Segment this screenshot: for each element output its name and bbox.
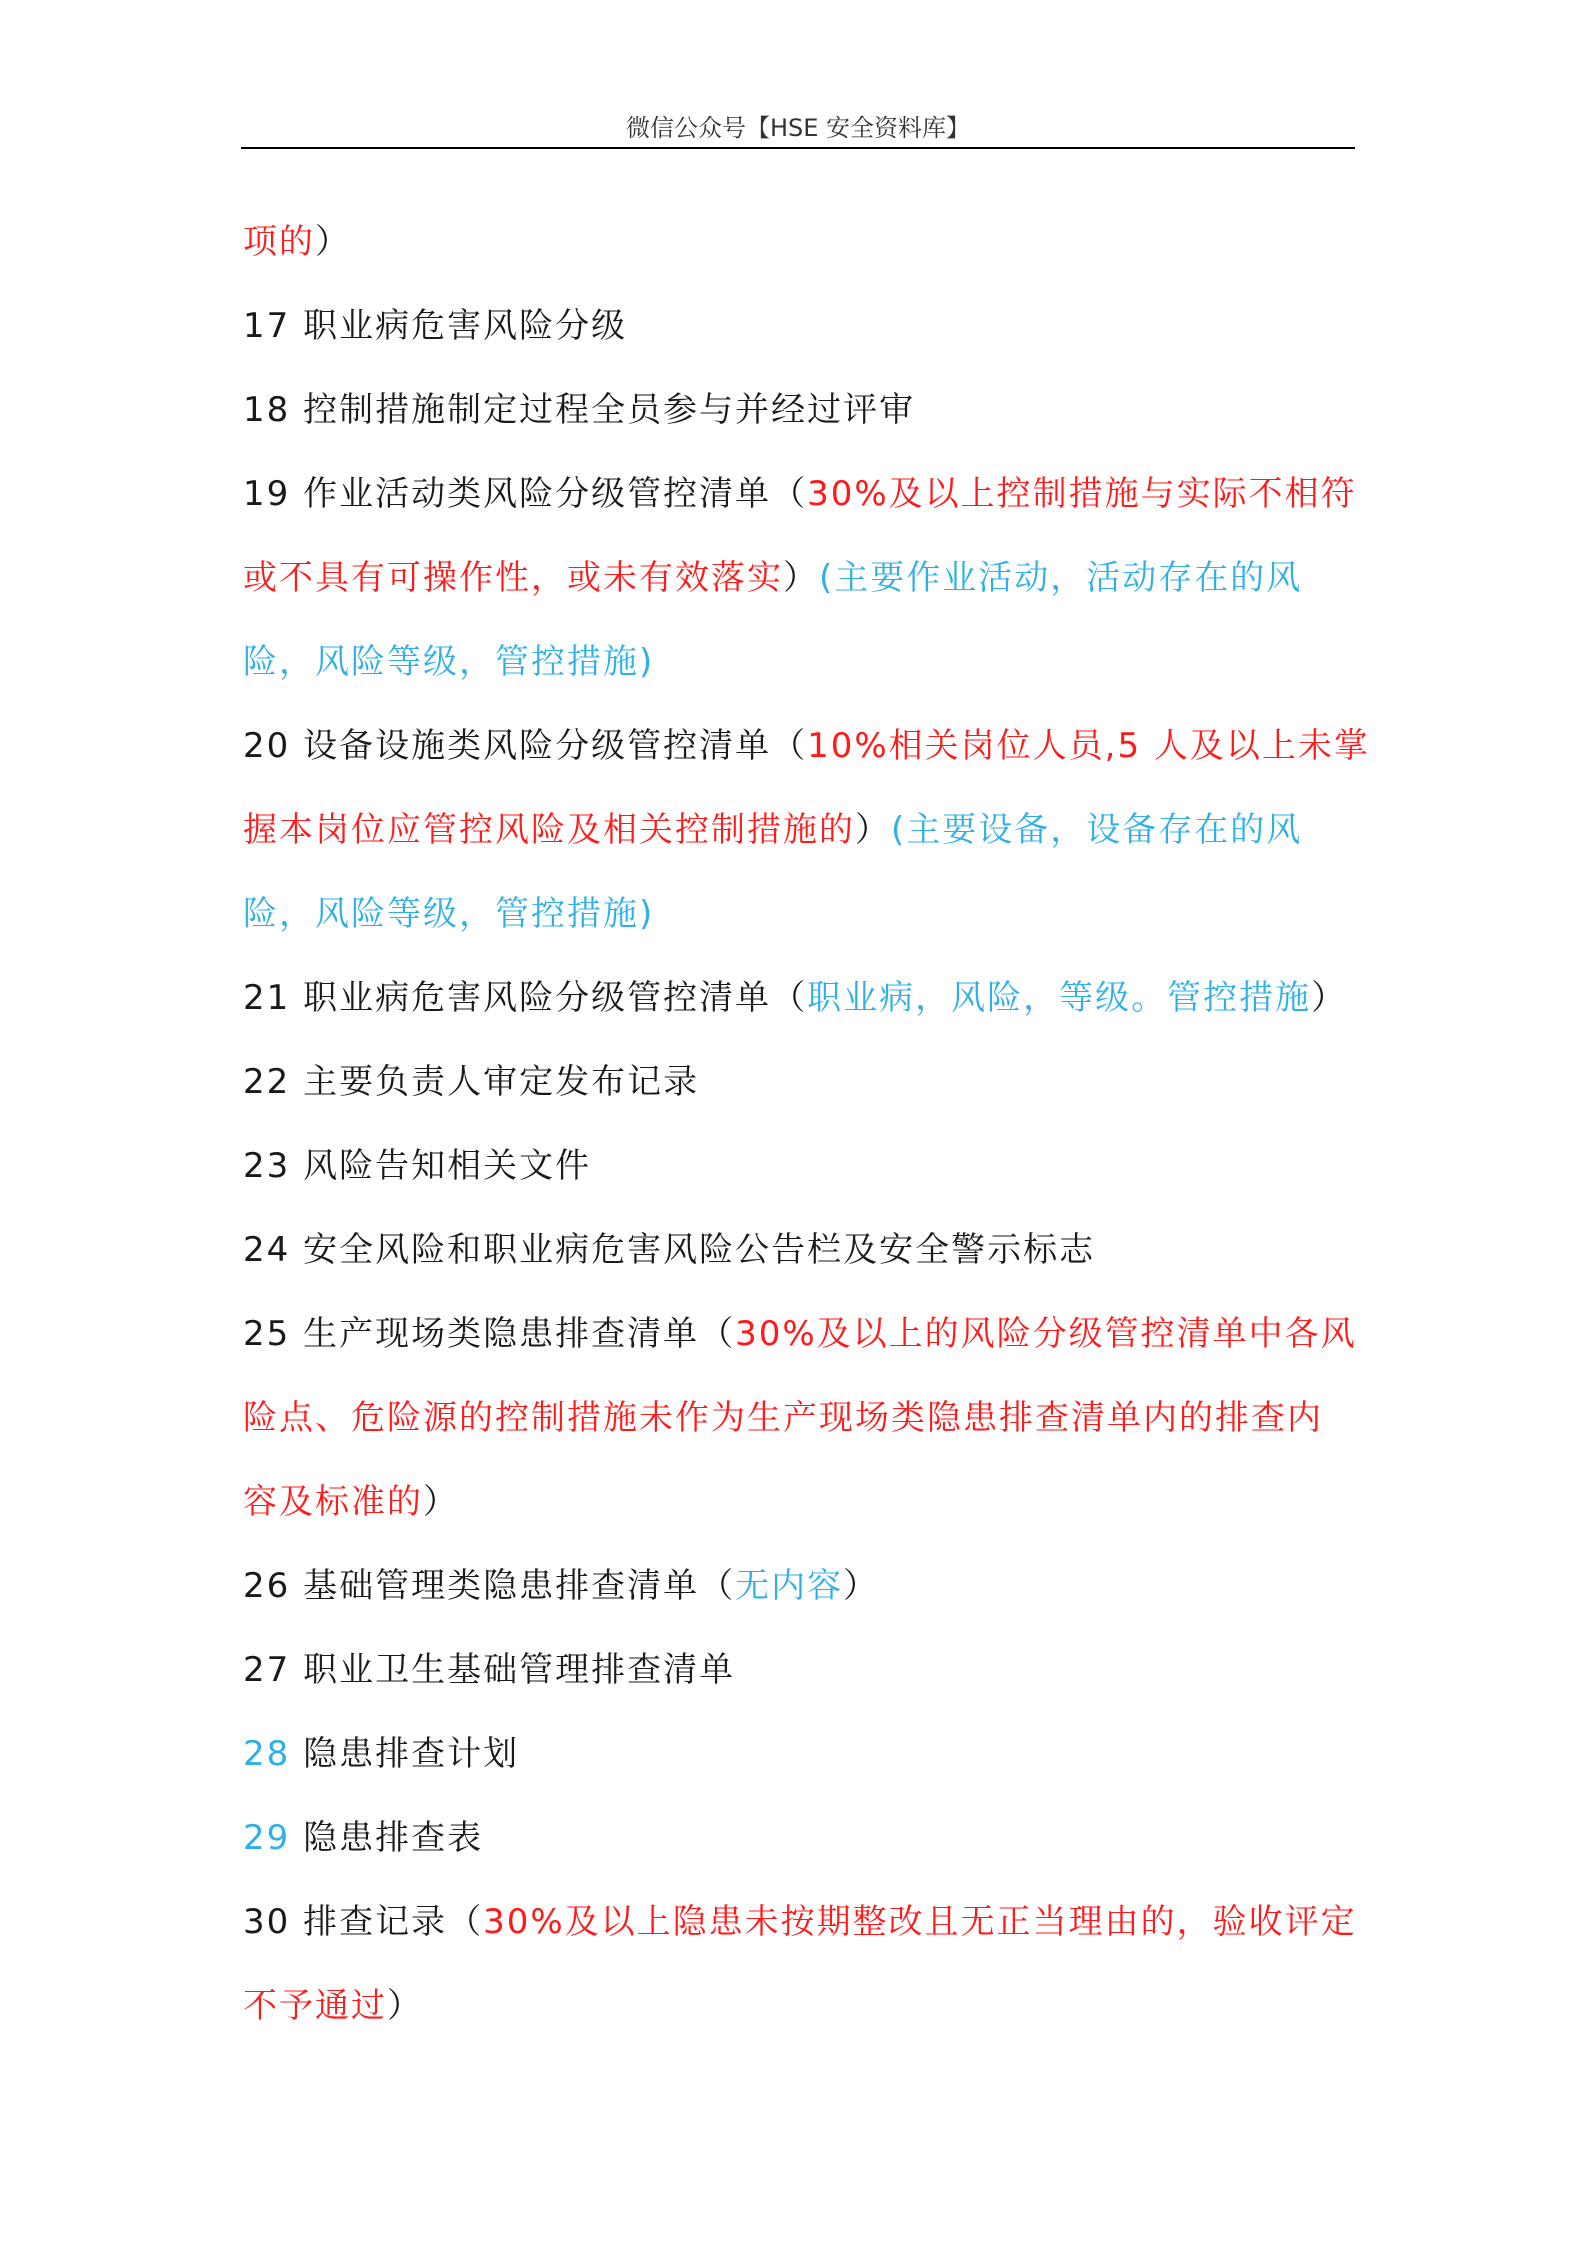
- text-segment-red: 不予通过: [243, 1986, 387, 2026]
- document-line: [243, 1460, 1357, 1544]
- document-line: [243, 1712, 1357, 1796]
- text-segment-black: 隐患排查表: [290, 1818, 484, 1858]
- document-line: [243, 1544, 1357, 1628]
- text-segment-black: ）: [423, 1482, 459, 1522]
- text-segment-blue: (主要设备，设备存在的风: [891, 810, 1303, 850]
- text-segment-black: ）: [855, 810, 891, 850]
- text-segment-black: 25 生产现场类隐患排查清单（: [243, 1314, 736, 1354]
- text-segment-blue: (主要作业活动，活动存在的风: [819, 558, 1303, 598]
- text-segment-blue: 29: [243, 1818, 291, 1858]
- document-line: [243, 368, 1357, 452]
- text-segment-red: 10%相关岗位人员,5 人及以上未掌: [807, 726, 1370, 766]
- document-line: [243, 1376, 1357, 1460]
- text-segment-black: 19 作业活动类风险分级管控清单（: [243, 474, 808, 514]
- document-line: [243, 1040, 1357, 1124]
- text-segment-black: 21 职业病危害风险分级管控清单（: [243, 978, 808, 1018]
- document-line: [243, 704, 1370, 788]
- document-body: [243, 200, 1370, 2048]
- text-segment-black: 27 职业卫生基础管理排查清单: [243, 1650, 736, 1690]
- document-line: [243, 1796, 1357, 1880]
- text-segment-black: 17 职业病危害风险分级: [243, 306, 628, 346]
- document-line: [243, 1208, 1357, 1292]
- text-segment-red: 险点、危险源的控制措施未作为生产现场类隐患排查清单内的排查内: [243, 1398, 1323, 1438]
- document-line: [243, 1880, 1357, 1964]
- text-segment-red: 或不具有可操作性，或未有效落实: [243, 558, 783, 598]
- document-line: [243, 1964, 1357, 2048]
- document-line: [243, 872, 1357, 956]
- text-segment-black: 20 设备设施类风险分级管控清单（: [243, 726, 808, 766]
- text-segment-red: 30%及以上控制措施与实际不相符: [807, 474, 1357, 514]
- text-segment-black: ）: [783, 558, 819, 598]
- text-segment-blue: 职业病，风险，等级。管控措施: [807, 978, 1312, 1018]
- text-segment-red: 30%及以上的风险分级管控清单中各风: [735, 1314, 1357, 1354]
- text-segment-black: 23 风险告知相关文件: [243, 1146, 592, 1186]
- document-line: [243, 956, 1357, 1040]
- document-line: [243, 1628, 1357, 1712]
- text-segment-black: 24 安全风险和职业病危害风险公告栏及安全警示标志: [243, 1230, 1096, 1270]
- header-divider: [241, 147, 1355, 149]
- text-segment-black: 18 控制措施制定过程全员参与并经过评审: [243, 390, 916, 430]
- document-line: [243, 536, 1357, 620]
- text-segment-black: ）: [315, 222, 351, 262]
- text-segment-red: 容及标准的: [243, 1482, 423, 1522]
- text-segment-black: 26 基础管理类隐患排查清单（: [243, 1566, 736, 1606]
- text-segment-red: 项的: [243, 222, 315, 262]
- text-segment-black: ）: [1311, 978, 1348, 1018]
- text-segment-black: 22 主要负责人审定发布记录: [243, 1062, 700, 1102]
- document-line: [243, 620, 1357, 704]
- document-line: [243, 200, 1357, 284]
- document-line: [243, 1292, 1357, 1376]
- document-line: [243, 1124, 1357, 1208]
- text-segment-blue: 无内容: [735, 1566, 844, 1606]
- text-segment-red: 握本岗位应管控风险及相关控制措施的: [243, 810, 855, 850]
- text-segment-black: ）: [843, 1566, 880, 1606]
- text-segment-black: 30 排查记录（: [243, 1902, 484, 1942]
- text-segment-blue: 险，风险等级，管控措施): [243, 642, 655, 682]
- text-segment-black: 隐患排查计划: [290, 1734, 520, 1774]
- text-segment-blue: 28: [243, 1734, 291, 1774]
- text-segment-black: ）: [387, 1986, 423, 2026]
- text-segment-blue: 险，风险等级，管控措施): [243, 894, 655, 934]
- document-line: [243, 284, 1357, 368]
- page-header: 微信公众号【HSE 安全资料库】: [625, 114, 971, 142]
- text-segment-red: 30%及以上隐患未按期整改且无正当理由的，验收评定: [483, 1902, 1357, 1942]
- document-line: [243, 788, 1357, 872]
- document-line: [243, 452, 1357, 536]
